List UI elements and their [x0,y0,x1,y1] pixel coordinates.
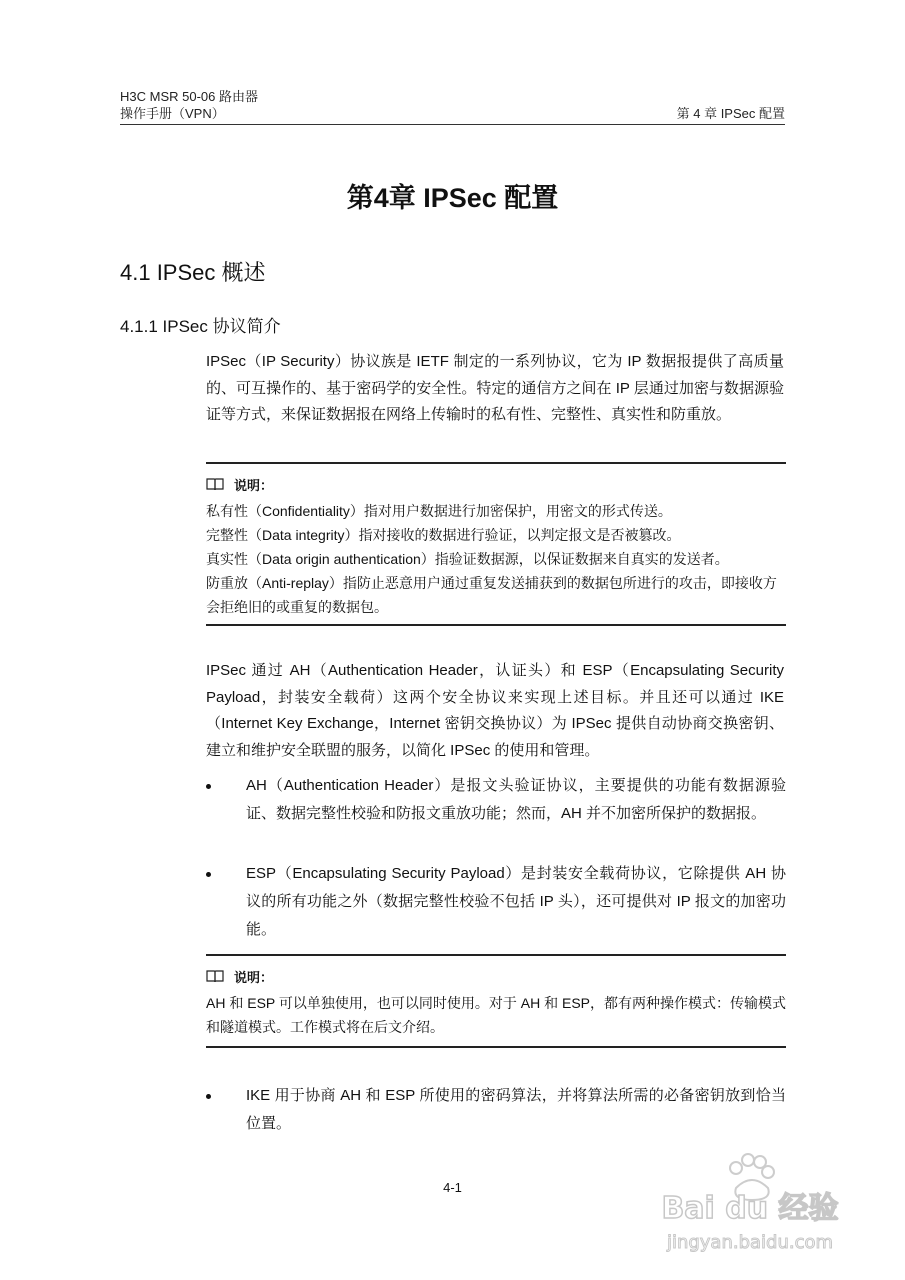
list-item [206,1082,786,1138]
note-header [206,967,786,985]
protocol-paragraph: IPSec 通过 AH（Authentication Header，认证头）和 ESP（Encapsulating Security Payload，封装安全载荷）这两个安全协议来实现上述目标。并且还可以通过 IKE（Internet Key Exchange，Internet 密钥交换协议）为 IPSec 提供自动协商交换密钥、建立和维护安全联盟的服务，以简化 IPSec 的使用和管理。 [206,662,784,759]
note-label: 说明： [234,477,274,493]
running-header-left [120,88,258,122]
note-header [206,475,786,493]
intro-paragraph: IPSec（IP Security）协议族是 IETF 制定的一系列协议，它为 IP 数据报提供了高质量的、可互操作的、基于密码学的安全性。特定的通信方之间在 IP 层通过加密与数据源验证等方式，来保证数据报在网络上传输时的私有性、完整性、真实性和防重放。 [206,353,784,423]
section-title: 4.1 IPSec 概述 [120,260,266,285]
page-number: 4-1 [443,1180,462,1195]
bullet-dot [206,872,211,877]
note-line: 私有性（Confidentiality）指对用户数据进行加密保护，用密文的形式传送。 [206,503,672,519]
header-manual: 操作手册（VPN） [120,106,225,121]
book-icon [206,969,224,983]
subsection-title: 4.1.1 IPSec 协议简介 [120,317,281,336]
note-body [206,499,786,619]
chapter-title: 第4章 IPSec 配置 [346,183,559,213]
list-item [206,860,786,944]
list-item-text: AH（Authentication Header）是报文头验证协议，主要提供的功能有数据源验证、数据完整性校验和防报文重放功能；然而，AH 并不加密所保护的数据报。 [246,777,786,822]
watermark-brand: Bai du 经验 [661,1191,839,1226]
note-box [206,954,786,1048]
list-item-text: ESP（Encapsulating Security Payload）是封装安全载荷协议，它除提供 AH 协议的所有功能之外（数据完整性校验不包括 IP 头），还可提供对 IP 报文的加密功能。 [246,865,786,938]
header-rule [120,124,785,125]
note-body: AH 和 ESP 可以单独使用，也可以同时使用。对于 AH 和 ESP，都有两种操作模式：传输模式和隧道模式。工作模式将在后文介绍。 [206,995,787,1035]
note-box [206,462,786,626]
note-line: 防重放（Anti-replay）指防止恶意用户通过重复发送捕获到的数据包所进行的攻击，即接收方会拒绝旧的或重复的数据包。 [206,575,777,615]
book-icon [206,477,224,491]
header-chapter: 第 4 章 IPSec 配置 [676,106,785,121]
watermark-url: jingyan.baidu.com [666,1232,834,1253]
note-label: 说明： [234,969,274,985]
bullet-dot [206,1094,211,1099]
baidu-jingyan-watermark [640,1150,860,1260]
list-item-text: IKE 用于协商 AH 和 ESP 所使用的密码算法，并将算法所需的必备密钥放到恰当位置。 [246,1087,786,1132]
note-line: 真实性（Data origin authentication）指验证数据源，以保证数据来自真实的发送者。 [206,551,729,567]
list-item [206,772,786,828]
note-line: 完整性（Data integrity）指对接收的数据进行验证，以判定报文是否被篡改。 [206,527,681,543]
bullet-dot [206,784,211,789]
header-product: H3C MSR 50-06 路由器 [120,89,258,104]
